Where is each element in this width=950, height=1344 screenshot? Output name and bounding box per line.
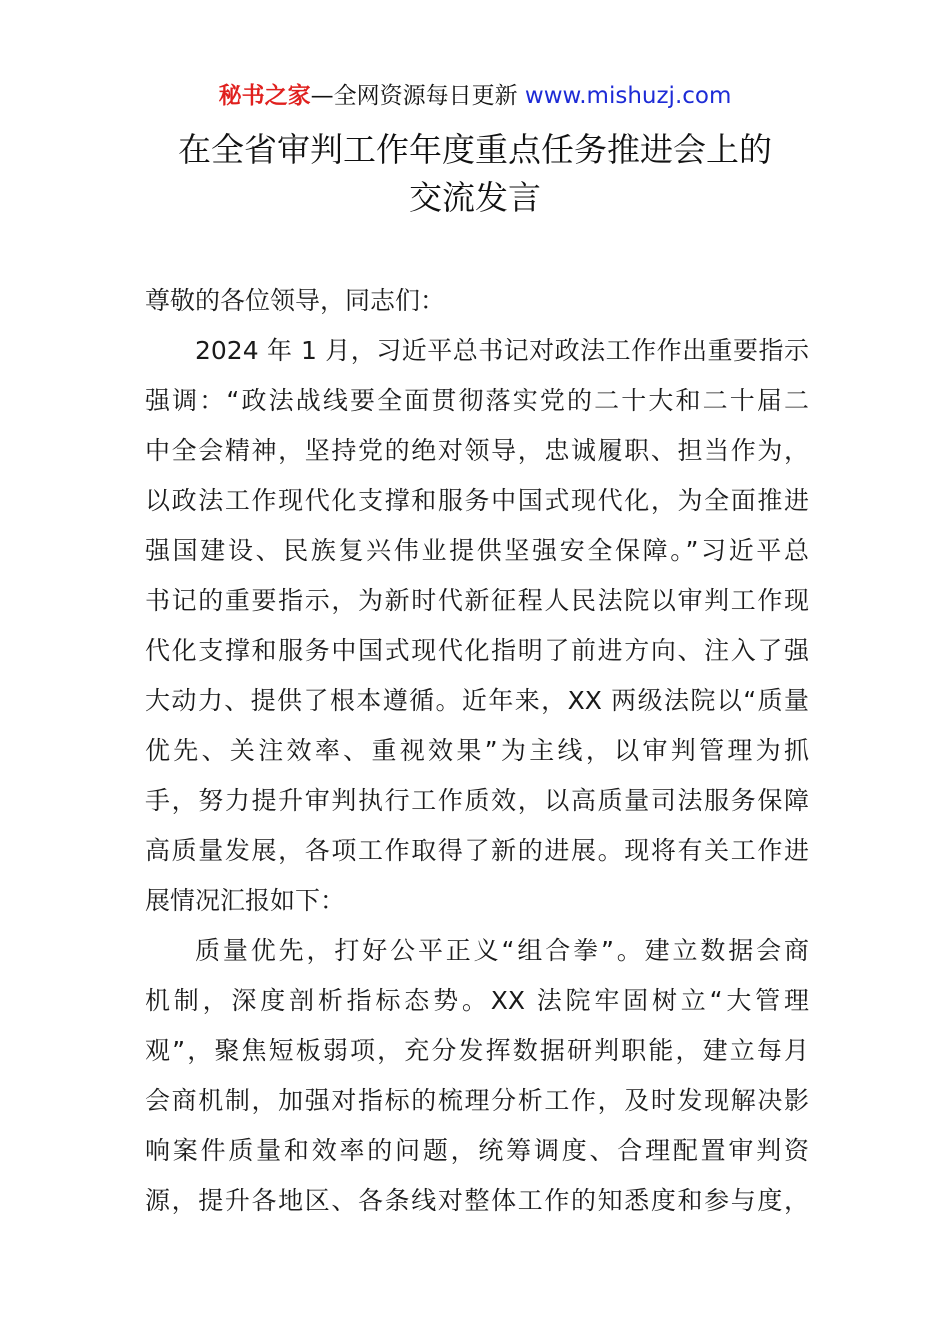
paragraph-line: 源，提升各地区、各条线对整体工作的知悉度和参与度，: [145, 1186, 809, 1215]
paragraph-line: 优先、关注效率、重视效果”为主线，以审判管理为抓: [145, 736, 809, 765]
paragraph-line: 观”，聚焦短板弱项，充分发挥数据研判职能，建立每月: [145, 1036, 809, 1065]
paragraph-line: 大动力、提供了根本遵循。近年来，XX 两级法院以“质量: [145, 686, 809, 715]
paragraph-line: 展情况汇报如下：: [145, 886, 346, 915]
paragraph-line: 高质量发展，各项工作取得了新的进展。现将有关工作进: [145, 836, 809, 865]
paragraph-line: 机制，深度剖析指标态势。XX 法院牢固树立“大管理: [145, 986, 809, 1015]
paragraph-line: 强调：“政法战线要全面贯彻落实党的二十大和二十届二: [145, 386, 809, 415]
title-line: 交流发言: [409, 178, 541, 217]
paragraph-line: 2024 年 1 月，习近平总书记对政法工作作出重要指示: [195, 336, 809, 365]
document-body: [145, 276, 809, 1226]
brand-name: 秘书之家: [218, 83, 311, 109]
title-line: 在全省审判工作年度重点任务推进会上的: [178, 130, 772, 169]
paragraph-quality-first: [145, 926, 809, 1226]
salutation: 尊敬的各位领导，同志们：: [145, 286, 446, 315]
site-tagline: —全网资源每日更新: [310, 83, 518, 109]
paragraph-line: 手，努力提升审判执行工作质效，以高质量司法服务保障: [145, 786, 809, 815]
paragraph-line: 强国建设、民族复兴伟业提供坚强安全保障。”习近平总: [145, 536, 809, 565]
document-title: [100, 126, 850, 222]
paragraph-line: 会商机制，加强对指标的梳理分析工作，及时发现解决影: [145, 1086, 809, 1115]
paragraph-line: 响案件质量和效率的问题，统筹调度、合理配置审判资: [145, 1136, 809, 1165]
paragraph-line: 中全会精神，坚持党的绝对领导，忠诚履职、担当作为，: [145, 436, 809, 465]
paragraph-intro: [145, 326, 809, 926]
site-url-link[interactable]: www.mishuzj.com: [524, 83, 732, 109]
paragraph-line: 书记的重要指示，为新时代新征程人民法院以审判工作现: [145, 586, 809, 615]
paragraph-line: 质量优先，打好公平正义“组合拳”。建立数据会商: [195, 936, 809, 965]
paragraph-line: 以政法工作现代化支撑和服务中国式现代化，为全面推进: [145, 486, 809, 515]
paragraph-line: 代化支撑和服务中国式现代化指明了前进方向、注入了强: [145, 636, 809, 665]
site-header: [0, 80, 950, 112]
